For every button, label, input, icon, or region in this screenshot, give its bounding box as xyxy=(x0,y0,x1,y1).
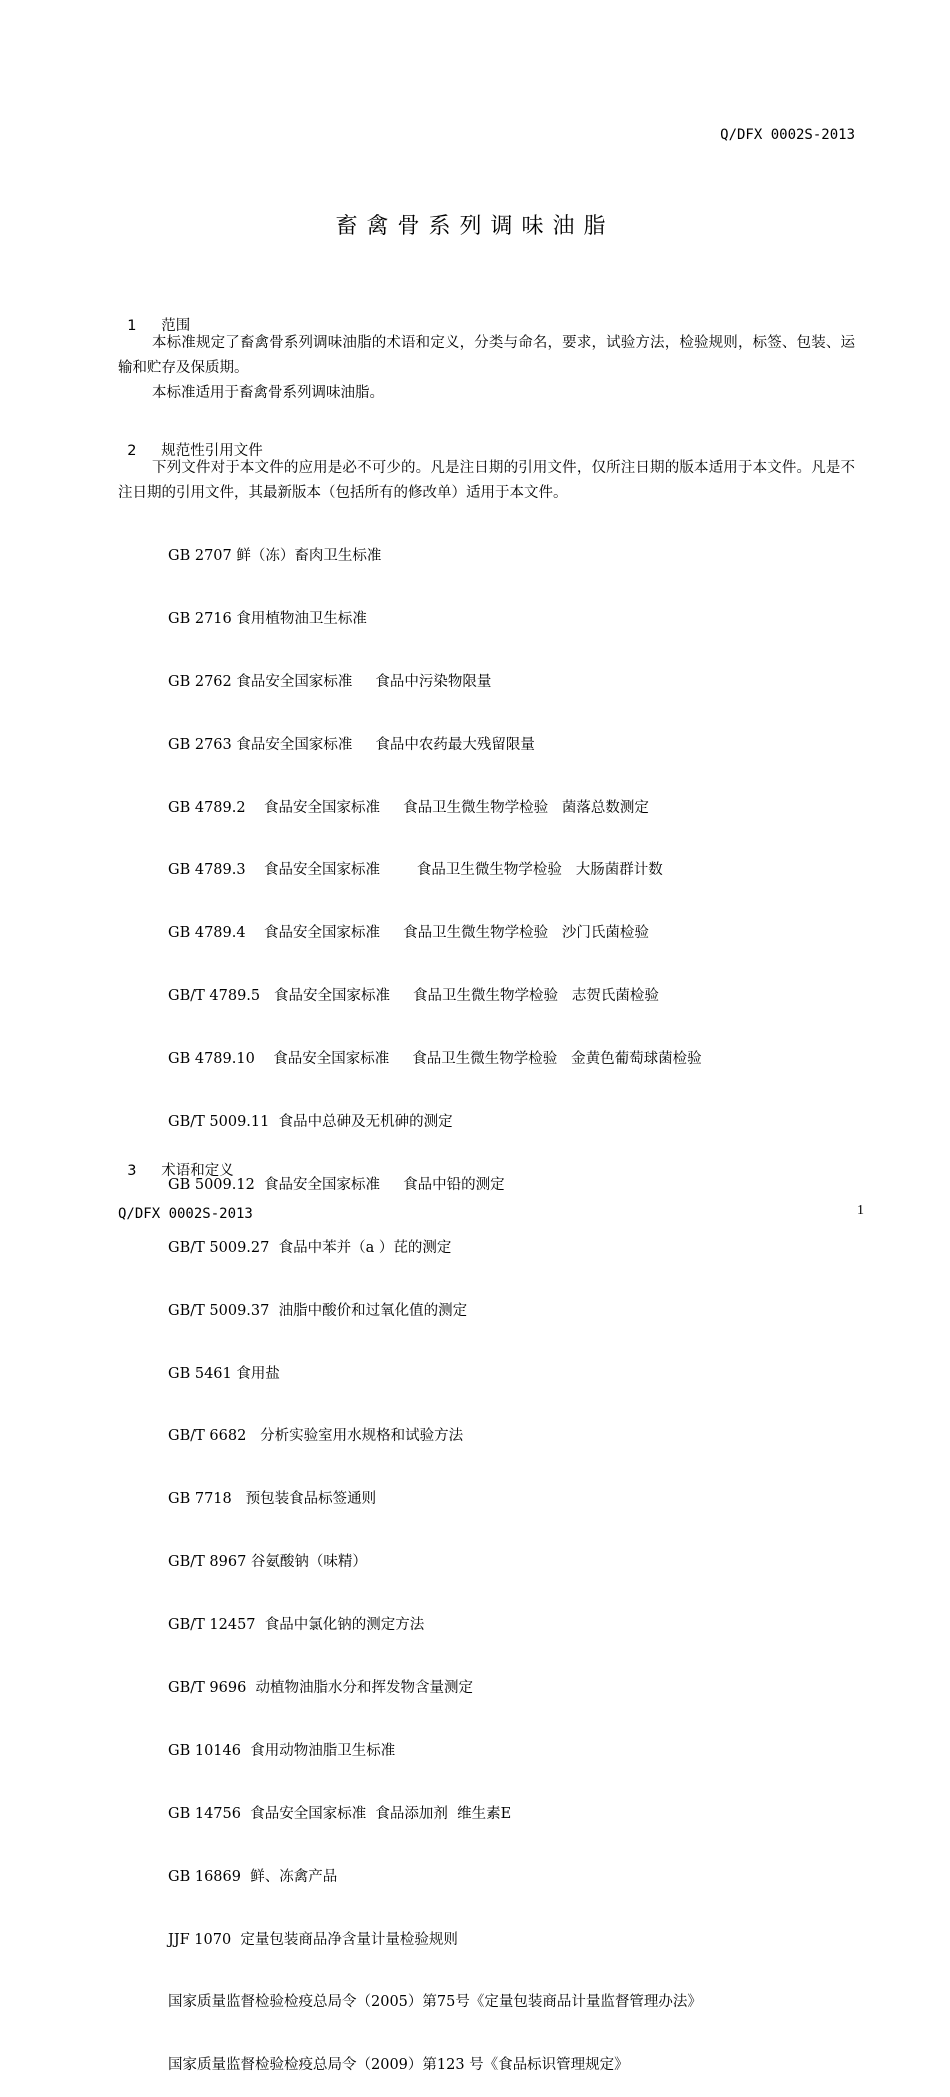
reference-item: GB/T 5009.27 食品中苯并（a ）芘的测定 xyxy=(168,1239,452,1256)
reference-item: GB 14756 食品安全国家标准 食品添加剂 维生素E xyxy=(168,1805,512,1822)
reference-item: GB 4789.2 食品安全国家标准 食品卫生微生物学检验 菌落总数测定 xyxy=(168,799,649,816)
scope-paragraph-1: 本标准规定了畜禽骨系列调味油脂的术语和定义，分类与命名，要求，试验方法，检验规则，标签、包装、运输和贮存及保质期。 xyxy=(118,335,855,376)
reference-item: GB/T 6682 分析实验室用水规格和试验方法 xyxy=(168,1428,464,1445)
reference-item: GB/T 12457 食品中氯化钠的测定方法 xyxy=(168,1617,425,1634)
reference-item: 国家质量监督检验检疫总局令（2005）第75号《定量包装商品计量监督管理办法》 xyxy=(168,1994,702,2011)
reference-item: GB 2762 食品安全国家标准 食品中污染物限量 xyxy=(168,673,492,690)
reference-item: GB/T 9696 动植物油脂水分和挥发物含量测定 xyxy=(168,1680,474,1697)
reference-item: GB 5009.12 食品安全国家标准 食品中铅的测定 xyxy=(168,1176,505,1193)
reference-item: GB 4789.4 食品安全国家标准 食品卫生微生物学检验 沙门氏菌检验 xyxy=(168,925,649,942)
reference-item: GB/T 8967 谷氨酸钠（味精） xyxy=(168,1554,367,1571)
section-number: 2 xyxy=(127,443,137,459)
footer-doc-code: Q/DFX 0002S-2013 xyxy=(118,1206,253,1222)
section-number: 1 xyxy=(127,318,137,334)
section-heading-terms xyxy=(118,1143,234,1180)
reference-item: GB 10146 食用动物油脂卫生标准 xyxy=(168,1742,396,1759)
reference-item: GB 2716 食用植物油卫生标准 xyxy=(168,610,367,627)
reference-item: GB/T 5009.37 油脂中酸价和过氧化值的测定 xyxy=(168,1302,468,1319)
section-number: 3 xyxy=(127,1163,137,1179)
section-title: 术语和定义 xyxy=(161,1163,234,1179)
page-number: 1 xyxy=(857,1203,864,1218)
section-heading-normative-references xyxy=(118,423,263,460)
reference-list xyxy=(168,506,702,2097)
reference-item: GB 2763 食品安全国家标准 食品中农药最大残留限量 xyxy=(168,736,535,753)
reference-item: GB/T 5009.11 食品中总砷及无机砷的测定 xyxy=(168,1114,453,1131)
reference-item: GB/T 4789.5 食品安全国家标准 食品卫生微生物学检验 志贺氏菌检验 xyxy=(168,988,659,1005)
reference-item: GB 16869 鲜、冻禽产品 xyxy=(168,1868,338,1885)
section-title: 规范性引用文件 xyxy=(161,443,263,459)
section-heading-scope xyxy=(118,298,190,335)
reference-item: GB 5461 食用盐 xyxy=(168,1365,280,1382)
reference-item: JJF 1070 定量包装商品净含量计量检验规则 xyxy=(168,1931,458,1948)
section-title: 范围 xyxy=(161,318,191,334)
reference-item: GB 7718 预包装食品标签通则 xyxy=(168,1491,377,1508)
scope-paragraph-2: 本标准适用于畜禽骨系列调味油脂。 xyxy=(152,385,384,401)
reference-item: GB 4789.10 食品安全国家标准 食品卫生微生物学检验 金黄色葡萄球菌检验 xyxy=(168,1051,702,1068)
reference-item: GB 4789.3 食品安全国家标准 食品卫生微生物学检验 大肠菌群计数 xyxy=(168,862,663,879)
header-doc-code: Q/DFX 0002S-2013 xyxy=(720,127,855,143)
reference-item: 国家质量监督检验检疫总局令（2009）第123 号《食品标识管理规定》 xyxy=(168,2057,629,2074)
reference-item: GB 2707 鲜（冻）畜肉卫生标准 xyxy=(168,548,382,564)
document-title: 畜禽骨系列调味油脂 xyxy=(335,214,615,239)
normative-intro-paragraph: 下列文件对于本文件的应用是必不可少的。凡是注日期的引用文件，仅所注日期的版本适用于本文件。凡是不注日期的引用文件，其最新版本（包括所有的修改单）适用于本文件。 xyxy=(118,460,855,501)
